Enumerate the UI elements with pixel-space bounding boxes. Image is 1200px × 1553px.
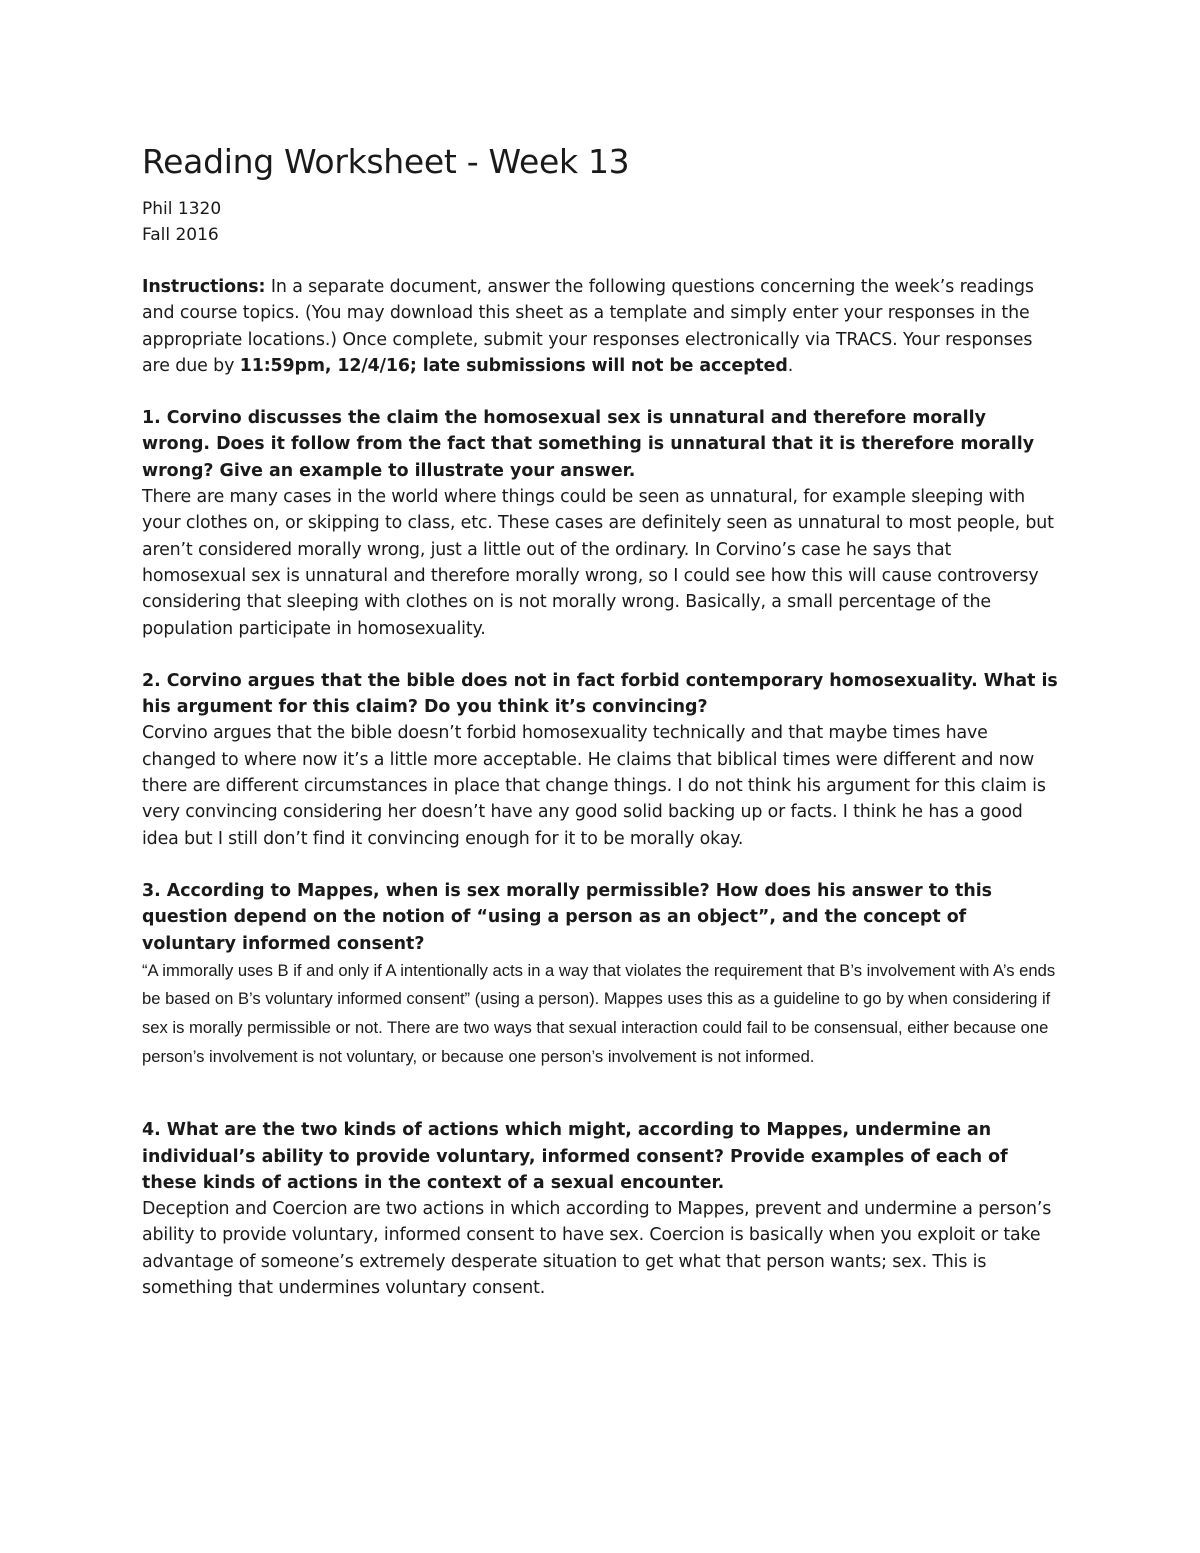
question-2: 2. Corvino argues that the bible does not in fact forbid contemporary homosexuality. What is his argument for this claim? Do you think it’s convincing? bbox=[142, 670, 1058, 718]
term: Fall 2016 bbox=[142, 225, 219, 245]
document-title: Reading Worksheet - Week 13 bbox=[142, 142, 630, 181]
question-block-2 bbox=[142, 668, 1060, 852]
question-4: 4. What are the two kinds of actions which might, according to Mappes, undermine an individual’s ability to provide voluntary, informed consent? Provide examples of each of these kinds of actions in the context of a sexual encounter. bbox=[142, 1120, 1008, 1193]
answer-2: Corvino argues that the bible doesn’t forbid homosexuality technically and that maybe times have changed to where now it’s a little more acceptable. He claims that biblical times were different and now there are different circumstances in place that change things. I do not think his argument for this claim is very convincing considering her doesn’t have any good solid backing up or facts. I think he has a good idea but I still don’t find it convincing enough for it to be morally okay. bbox=[142, 723, 1046, 849]
answer-3: “A immorally uses B if and only if A intentionally acts in a way that violates the requirement that B’s involvement with A’s ends be based on B’s voluntary informed consent” (using a person). Mappes uses this as a guideline to go by when considering if sex is morally permissible or not. There are two ways that sexual interaction could fail to be consensual, either because one person’s involvement is not voluntary, or because one person’s involvement is not informed. bbox=[142, 960, 1056, 1066]
course-number: Phil 1320 bbox=[142, 199, 222, 219]
question-block-3 bbox=[142, 878, 1060, 1071]
answer-1: There are many cases in the world where things could be seen as unnatural, for example sleeping with your clothes on, or skipping to class, etc. These cases are definitely seen as unnatural to most people, but aren’t considered morally wrong, just a little out of the ordinary. In Corvino’s case he says that homosexual sex is unnatural and therefore morally wrong, so I could see how this will cause controversy considering that sleeping with clothes on is not morally wrong. Basically, a small percentage of the population participate in homosexuality. bbox=[142, 487, 1054, 639]
answer-4: Deception and Coercion are two actions in which according to Mappes, prevent and undermine a person’s ability to provide voluntary, informed consent to have sex. Coercion is basically when you exploit or take advantage of someone’s extremely desperate situation to get what that person wants; sex. This is something that undermines voluntary consent. bbox=[142, 1199, 1052, 1298]
question-1: 1. Corvino discusses the claim the homosexual sex is unnatural and therefore morally wrong. Does it follow from the fact that something is unnatural that it is therefore morally wrong? Give an example to illustrate your answer. bbox=[142, 408, 1035, 481]
question-block-4 bbox=[142, 1117, 1060, 1301]
instructions-text: In a separate document, answer the following questions concerning the week’s readings and course topics. (You may download this sheet as a template and simply enter your responses in the appropriate locations.) Once complete, submit your responses electronically via TRACS. Your responses are due by bbox=[142, 277, 1034, 376]
instructions-label: Instructions: bbox=[142, 277, 266, 297]
instructions-paragraph bbox=[142, 274, 1060, 379]
question-3: 3. According to Mappes, when is sex morally permissible? How does his answer to this question depend on the notion of “using a person as an object”, and the concept of voluntary informed consent? bbox=[142, 880, 993, 954]
question-block-1 bbox=[142, 405, 1060, 642]
instructions-end: . bbox=[787, 355, 794, 376]
due-date-notice: 11:59pm, 12/4/16; late submissions will not be accepted bbox=[239, 355, 788, 376]
